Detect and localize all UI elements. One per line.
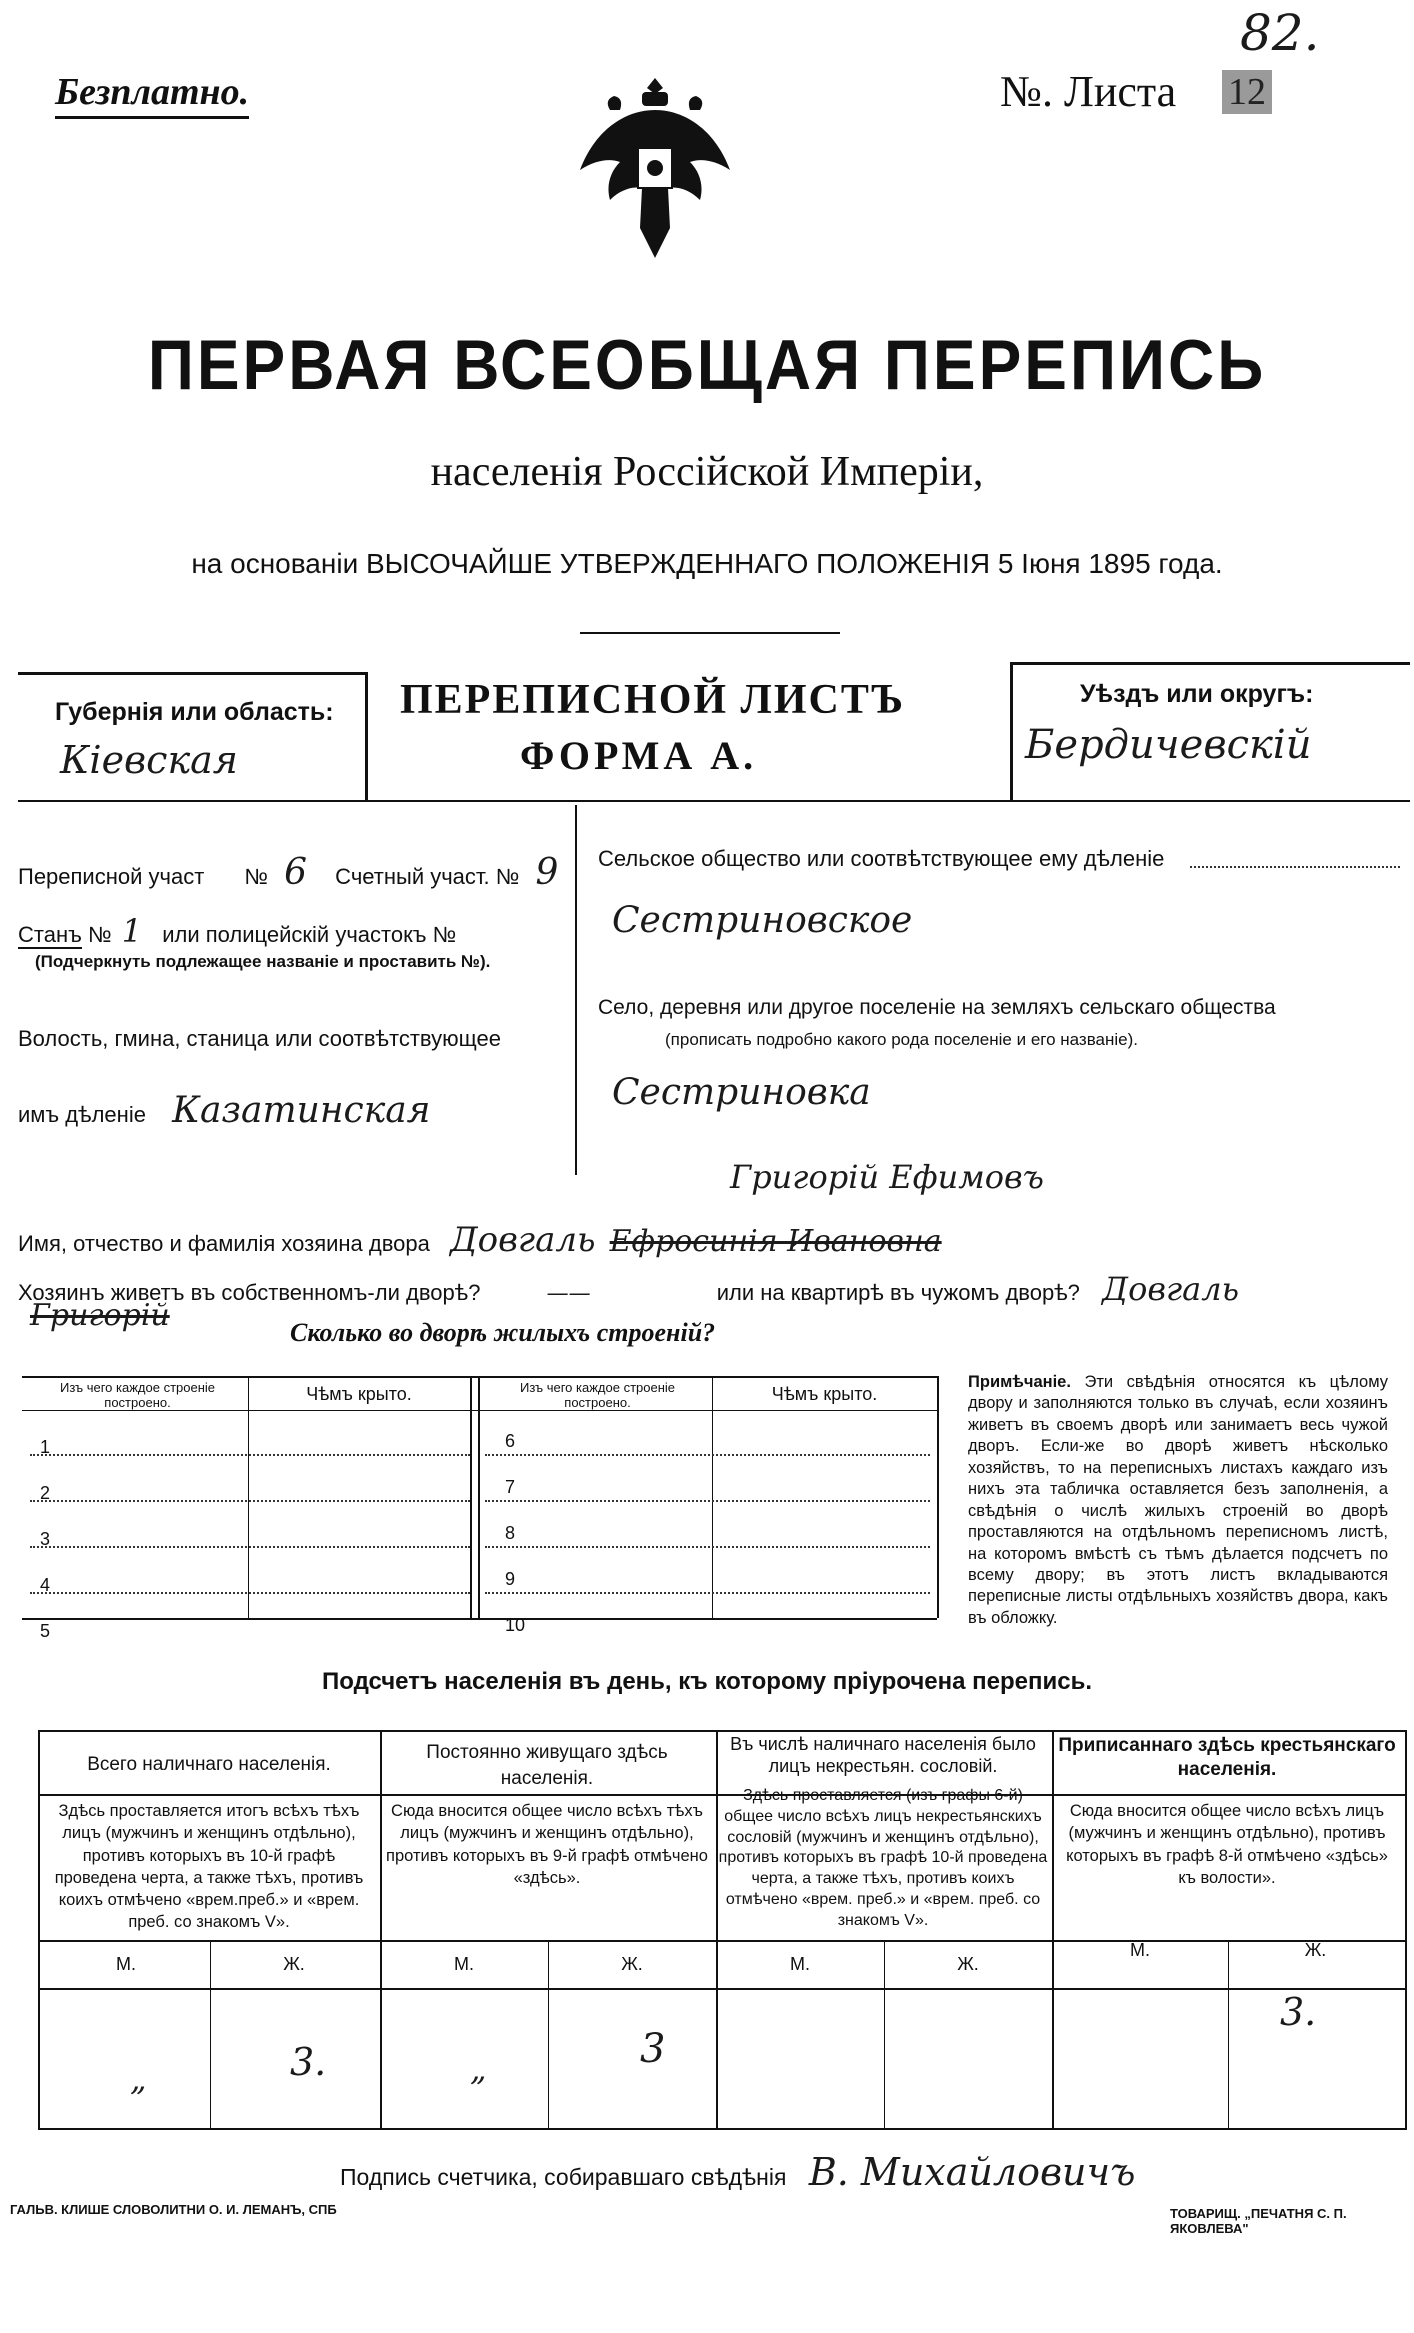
pop-col-m: М. <box>116 1954 136 1974</box>
guberniya-value: Кіевская <box>60 738 238 782</box>
guberniya-label: Губернія или область: <box>55 698 334 726</box>
sheet-number-struck: 12 <box>1222 70 1272 114</box>
pop-col-title: Всего наличнаго населенія. <box>87 1754 331 1775</box>
basis-line: на основаніи ВЫСОЧАЙШЕ УТВЕРЖДЕННАГО ПОЛОЖЕНІЯ 5 Іюня 1895 года. <box>191 548 1223 579</box>
stan-label: Станъ <box>18 922 82 947</box>
volost-row <box>18 1090 431 1131</box>
pop-col-title: Въ числѣ наличнаго населенія было лицъ некрестьян. сословій. <box>730 1734 1036 1776</box>
col-roof-left: Чѣмъ крыто. <box>306 1384 412 1404</box>
main-title: ПЕРВАЯ ВСЕОБЩАЯ ПЕРЕПИСЬ <box>147 325 1267 405</box>
pop-col-title: Приписаннаго здѣсь крестьянскаго населенія. <box>1058 1735 1396 1780</box>
lives-row <box>18 1270 1239 1308</box>
row-dots <box>30 1454 930 1624</box>
uezd-label: Уѣздъ или округъ: <box>1080 680 1314 708</box>
row-number: 5 <box>40 1621 51 1641</box>
obshchestvo-label: Сельское общество или соотвѣтствующее ему дѣленіе <box>598 846 1165 871</box>
pop-col-desc: Сюда вносится общее число всѣхъ тѣхъ лицъ (мужчинъ и женщинъ отдѣльно), противъ которыхъ въ 9-й графѣ отмѣчено «здѣсь». <box>386 1802 708 1887</box>
volost-label: Волость, гмина, станица или соотвѣтствующее <box>18 1026 501 1051</box>
signature-label: Подпись счетчика, собиравшаго свѣдѣнія <box>340 2164 787 2190</box>
coat-of-arms-emblem <box>570 70 740 270</box>
pop-col-m-value: „ <box>130 2060 147 2098</box>
owner-label: Имя, отчество и фамилія хозяина двора <box>18 1231 430 1256</box>
owner-value-struck: Ефросинія Ивановна <box>609 1224 942 1259</box>
pop-col-f: Ж. <box>957 1954 979 1974</box>
row-number: 3 <box>40 1529 51 1549</box>
obshchestvo-value: Сестриновское <box>612 900 913 941</box>
note-block <box>968 1372 1388 1629</box>
stan-value: 1 <box>121 912 143 950</box>
col-material-right: Изъ чего каждое строеніе построено. <box>519 1380 676 1410</box>
schetny-label: Счетный участ. <box>335 864 490 889</box>
uchastok-value: 6 <box>284 852 308 893</box>
volost-label2: имъ дѣленіе <box>18 1102 146 1127</box>
uchastok-row <box>18 852 558 893</box>
selo-value: Сестриновка <box>612 1072 871 1113</box>
pop-col-f: Ж. <box>621 1954 643 1974</box>
lives-own-value: —— <box>546 1281 591 1306</box>
footer-right: ТОВАРИЩ. „ПЕЧАТНЯ С. П. ЯКОВЛЕВА" <box>1170 2206 1347 2236</box>
subtitle: населенія Россійской Имперіи, <box>430 449 984 495</box>
footer-left: ГАЛЬВ. КЛИШЕ СЛОВОЛИТНИ О. И. ЛЕМАНЪ, СПБ <box>10 2202 337 2217</box>
row-number: 8 <box>505 1523 516 1543</box>
signature-value: В. Михайловичъ <box>808 2150 1136 2194</box>
pop-col-title: Постоянно живущаго здѣсь населенія. <box>426 1742 668 1789</box>
selo-label: Село, деревня или другое поселеніе на земляхъ сельскаго общества <box>598 996 1276 1019</box>
note-text: Эти свѣдѣнія относятся къ цѣлому двору и заполняются только въ случаѣ, если хозяинъ живетъ въ своемъ дворѣ или занимаетъ весь чужой дворъ. Если-же во дворѣ живетъ нѣсколько хозяйствъ, то на переписныхъ листахъ каждаго изъ нихъ эта табличка оставляется безъ заполненія, а свѣдѣнія о числѣ жилыхъ строеній во дворѣ проставляются на отдѣльномъ переписномъ листѣ, на которомъ вмѣстѣ съ тѣмъ дѣлается подсчетъ по всему двору; въ этотъ листъ вкладываются переписные листы отдѣльныхъ хозяйствъ двора, какъ въ обложку. <box>968 1373 1388 1627</box>
row-number: 6 <box>505 1431 516 1451</box>
sheet-number-label: №. Листа <box>1000 67 1177 116</box>
pop-col-m: М. <box>1130 1940 1150 1960</box>
schetny-value: 9 <box>535 852 559 893</box>
form-title: ПЕРЕПИСНОЙ ЛИСТЪ <box>400 677 905 723</box>
sheet-number-handwritten: 82. <box>1240 4 1320 62</box>
lives-other-value2: Григорій <box>30 1298 170 1333</box>
owner-row <box>18 1220 942 1260</box>
pop-col-f-value: 3. <box>1280 1990 1317 2034</box>
row-number: 7 <box>505 1477 516 1497</box>
owner-value: Довгаль <box>450 1220 596 1260</box>
pop-col-f-value: 3 <box>640 2026 666 2072</box>
pop-col-m: М. <box>790 1954 810 1974</box>
uchastok-no: № <box>244 864 269 889</box>
obshchestvo-dots <box>1190 866 1400 868</box>
pop-col-desc: Здѣсь проставляется (изъ графы 6-й) общее число всѣхъ лицъ некрестьянскихъ сословій (мужчинъ и женщинъ отдѣльно), противъ которыхъ въ графѣ 10-й проведена черта, а также тѣхъ, противъ коихъ отмѣчено «врем. преб.» и «врем. преб. со знакомъ V». <box>718 1787 1048 1929</box>
pop-col-f: Ж. <box>283 1954 305 1974</box>
pop-col-f: Ж. <box>1304 1940 1327 1960</box>
ornament-divider <box>580 632 840 634</box>
stan-row <box>18 912 456 950</box>
buildings-label: Сколько во дворѣ жилыхъ строеній? <box>290 1318 716 1347</box>
col-material-left: Изъ чего каждое строеніе построено. <box>59 1380 216 1410</box>
uezd-value: Бердичевскій <box>1025 722 1312 768</box>
row-number: 9 <box>505 1569 516 1589</box>
pop-col-desc: Сюда вносится общее число всѣхъ лицъ (мужчинъ и женщинъ отдѣльно), противъ которыхъ въ графѣ 8-й отмѣчено «здѣсь» къ волости». <box>1066 1802 1388 1887</box>
volost-value: Казатинская <box>172 1090 431 1131</box>
uchastok-label: Переписной участ <box>18 864 205 889</box>
schetny-no: № <box>495 864 520 889</box>
form-name: ФОРМА А. <box>520 733 758 778</box>
signature-row <box>340 2150 1136 2194</box>
stan-note: (Подчеркнуть подлежащее названіе и проставить №). <box>35 952 491 971</box>
note-title: Примѣчаніе. <box>968 1373 1071 1391</box>
lives-other-label: или на квартирѣ въ чужомъ дворѣ? <box>716 1280 1080 1305</box>
row-number: 1 <box>40 1437 51 1457</box>
lives-own-label: Хозяинъ живетъ въ собственномъ-ли дворѣ? <box>18 1280 481 1305</box>
owner-value-above: Григорій Ефимовъ <box>730 1158 1044 1196</box>
stan-no: № <box>87 922 112 947</box>
col-roof-right: Чѣмъ крыто. <box>771 1384 878 1404</box>
row-number: 4 <box>40 1575 51 1595</box>
pop-col-f-value: 3. <box>290 2040 327 2084</box>
pop-col-m: М. <box>454 1954 474 1974</box>
row-number: 2 <box>40 1483 51 1503</box>
police-label: или полицейскій участокъ № <box>162 922 457 947</box>
population-heading: Подсчетъ населенія въ день, къ которому пріурочена перепись. <box>322 1668 1092 1695</box>
pop-col-desc: Здѣсь проставляется итогъ всѣхъ тѣхъ лицъ (мужчинъ и женщинъ отдѣльно), противъ которыхъ въ 10-й графѣ проведена черта, а также тѣхъ, противъ коихъ отмѣчено «врем.преб.» и «врем. преб. со знакомъ V». <box>54 1802 364 1932</box>
pop-col-m-value: „ <box>470 2050 487 2088</box>
row-number: 10 <box>505 1615 526 1635</box>
free-label: Безплатно. <box>55 70 249 119</box>
lives-other-value: Довгаль <box>1102 1270 1239 1308</box>
selo-note: (прописать подробно какого рода поселеніе и его названіе). <box>665 1030 1139 1049</box>
